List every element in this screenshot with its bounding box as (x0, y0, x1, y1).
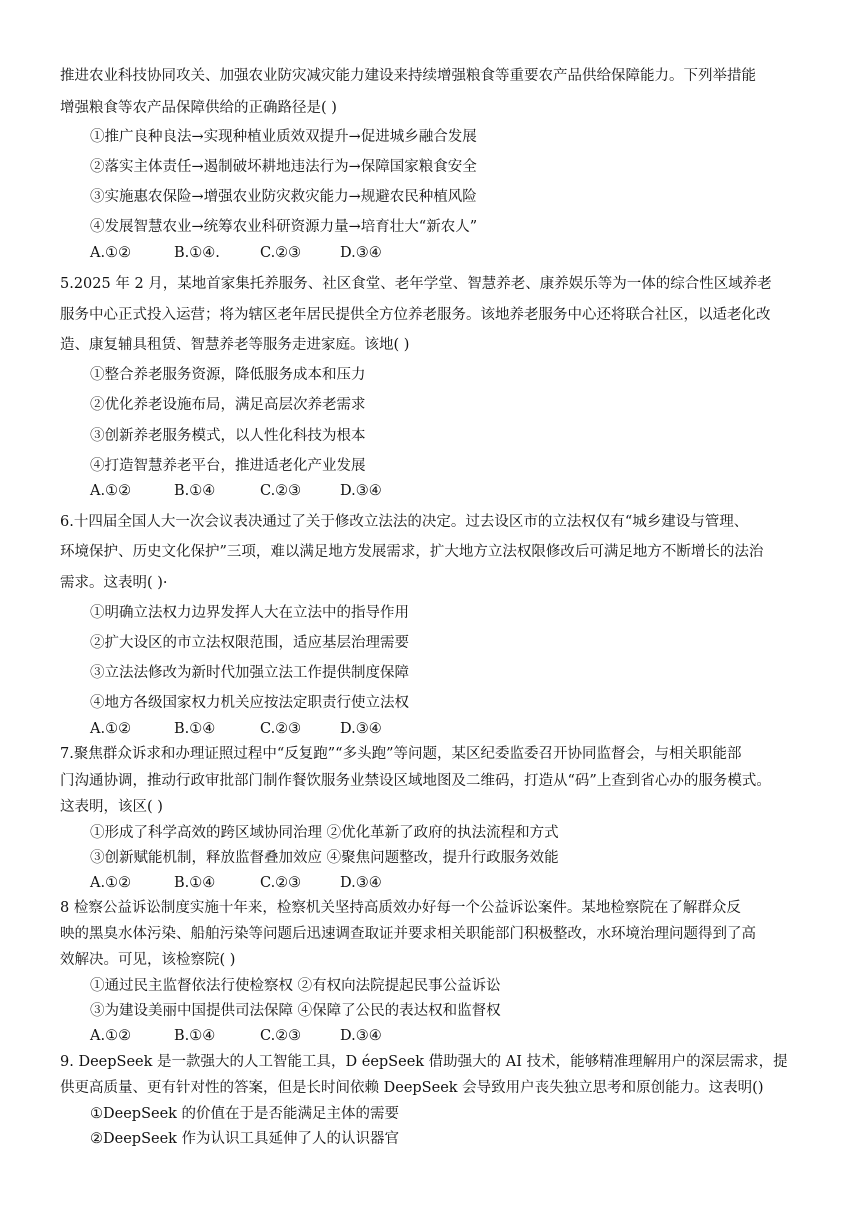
q5-answer-d[interactable]: D.③④ (340, 483, 382, 499)
q7-answer-choices (90, 873, 382, 893)
q9-option-2: ②DeepSeek 作为认识工具延伸了人的认识器官 (90, 1131, 400, 1147)
q7-answer-c[interactable]: C.②③ (260, 875, 302, 891)
q5-answer-choices (90, 481, 382, 501)
q4-option-3: ③实施惠农保险→增强农业防灾救灾能力→规避农民种植风险 (90, 189, 477, 205)
q4-answer-d[interactable]: D.③④ (340, 245, 382, 261)
q7-option-3-4: ③创新赋能机制，释放监督叠加效应 ④聚焦问题整改，提升行政服务效能 (90, 850, 559, 866)
q8-answer-a[interactable]: A.①② (90, 1028, 132, 1044)
q6-option-3: ③立法法修改为新时代加强立法工作提供制度保障 (90, 665, 409, 681)
q8-stem-line-1: 8 检察公益诉讼制度实施十年来，检察机关坚持高质效办好每一个公益诉讼案件。某地检察院在了解群众反 (60, 900, 741, 916)
q4-option-2: ②落实主体责任→遏制破坏耕地违法行为→保障国家粮食安全 (90, 159, 477, 175)
q7-option-1-2: ①形成了科学高效的跨区域协同治理 ②优化革新了政府的执法流程和方式 (90, 825, 559, 841)
q5-answer-c[interactable]: C.②③ (260, 483, 302, 499)
q8-answer-b[interactable]: B.①④ (174, 1028, 216, 1044)
q9-option-1: ①DeepSeek 的价值在于是否能满足主体的需要 (90, 1106, 400, 1122)
q8-option-3-4: ③为建设美丽中国提供司法保障 ④保障了公民的表达权和监督权 (90, 1003, 501, 1019)
q7-stem-line-3: 这表明，该区( ) (60, 799, 163, 815)
q6-option-4: ④地方各级国家权力机关应按法定职责行使立法权 (90, 695, 409, 711)
q6-answer-choices (90, 719, 382, 739)
q8-stem-line-3: 效解决。可见，该检察院( ) (60, 952, 236, 968)
q4-stem-line-1: 推进农业科技协同攻关、加强农业防灾减灾能力建设来持续增强粮食等重要农产品供给保障能力。下列举措能 (60, 68, 756, 84)
q6-option-2: ②扩大设区的市立法权限范围，适应基层治理需要 (90, 635, 409, 651)
q4-answer-b[interactable]: B.①④. (174, 245, 220, 261)
q5-option-1: ①整合养老服务资源，降低服务成本和压力 (90, 367, 366, 383)
q5-stem-line-2: 服务中心正式投入运营；将为辖区老年居民提供全方位养老服务。该地养老服务中心还将联合社区，以适老化改 (60, 307, 771, 323)
q6-answer-b[interactable]: B.①④ (174, 721, 216, 737)
q5-stem-line-1: 5.2025 年 2 月，某地首家集托养服务、社区食堂、老年学堂、智慧养老、康养娱乐等为一体的综合性区域养老 (60, 276, 772, 292)
q6-answer-c[interactable]: C.②③ (260, 721, 302, 737)
q5-answer-b[interactable]: B.①④ (174, 483, 216, 499)
q5-option-3: ③创新养老服务模式，以人性化科技为根本 (90, 428, 366, 444)
q6-answer-d[interactable]: D.③④ (340, 721, 382, 737)
q7-stem-line-1: 7.聚焦群众诉求和办理证照过程中“反复跑”“多头跑”等问题，某区纪委监委召开协同监督会，与相关职能部 (60, 746, 742, 762)
q5-option-4: ④打造智慧养老平台，推进适老化产业发展 (90, 458, 366, 474)
q6-stem-line-3: 需求。这表明( )· (60, 575, 168, 591)
q8-option-1-2: ①通过民主监督依法行使检察权 ②有权向法院提起民事公益诉讼 (90, 978, 501, 994)
q5-stem-line-3: 造、康复辅具租赁、智慧养老等服务走进家庭。该地( ) (60, 337, 410, 353)
q8-stem-line-2: 映的黑臭水体污染、船舶污染等问题后迅速调查取证并要求相关职能部门积极整改，水环境治理问题得到了高 (60, 926, 756, 942)
q5-answer-a[interactable]: A.①② (90, 483, 132, 499)
q7-stem-line-2: 门沟通协调，推动行政审批部门制作餐饮服务业禁设区域地图及二维码，打造从“码”上查到省心办的服务模式。 (60, 773, 771, 789)
q8-answer-c[interactable]: C.②③ (260, 1028, 302, 1044)
q6-answer-a[interactable]: A.①② (90, 721, 132, 737)
q4-stem-line-2: 增强粮食等农产品保障供给的正确路径是( ) (60, 100, 337, 116)
q4-answer-a[interactable]: A.①② (90, 245, 132, 261)
q6-stem-line-1: 6.十四届全国人大一次会议表决通过了关于修改立法法的决定。过去设区市的立法权仅有“城乡建设与管理、 (60, 514, 749, 530)
q8-answer-choices (90, 1026, 382, 1046)
q6-stem-line-2: 环境保护、历史文化保护”三项，难以满足地方发展需求，扩大地方立法权限修改后可满足地方不断增长的法治 (60, 544, 764, 560)
q9-stem-line-1: 9. DeepSeek 是一款强大的人工智能工具，D éepSeek 借助强大的 AI 技术，能够精准理解用户的深层需求，提 (60, 1054, 788, 1070)
q4-option-1: ①推广良种良法→实现种植业质效双提升→促进城乡融合发展 (90, 129, 477, 145)
q6-option-1: ①明确立法权力边界发挥人大在立法中的指导作用 (90, 605, 409, 621)
q7-answer-a[interactable]: A.①② (90, 875, 132, 891)
q5-option-2: ②优化养老设施布局，满足高层次养老需求 (90, 397, 366, 413)
q8-answer-d[interactable]: D.③④ (340, 1028, 382, 1044)
q4-answer-c[interactable]: C.②③ (260, 245, 302, 261)
q4-option-4: ④发展智慧农业→统筹农业科研资源力量→培育壮大“新农人” (90, 219, 478, 235)
q9-stem-line-2: 供更高质量、更有针对性的答案，但是长时间依赖 DeepSeek 会导致用户丧失独立思考和原创能力。这表明() (60, 1080, 764, 1096)
q7-answer-d[interactable]: D.③④ (340, 875, 382, 891)
q4-answer-choices (90, 243, 382, 263)
q7-answer-b[interactable]: B.①④ (174, 875, 216, 891)
